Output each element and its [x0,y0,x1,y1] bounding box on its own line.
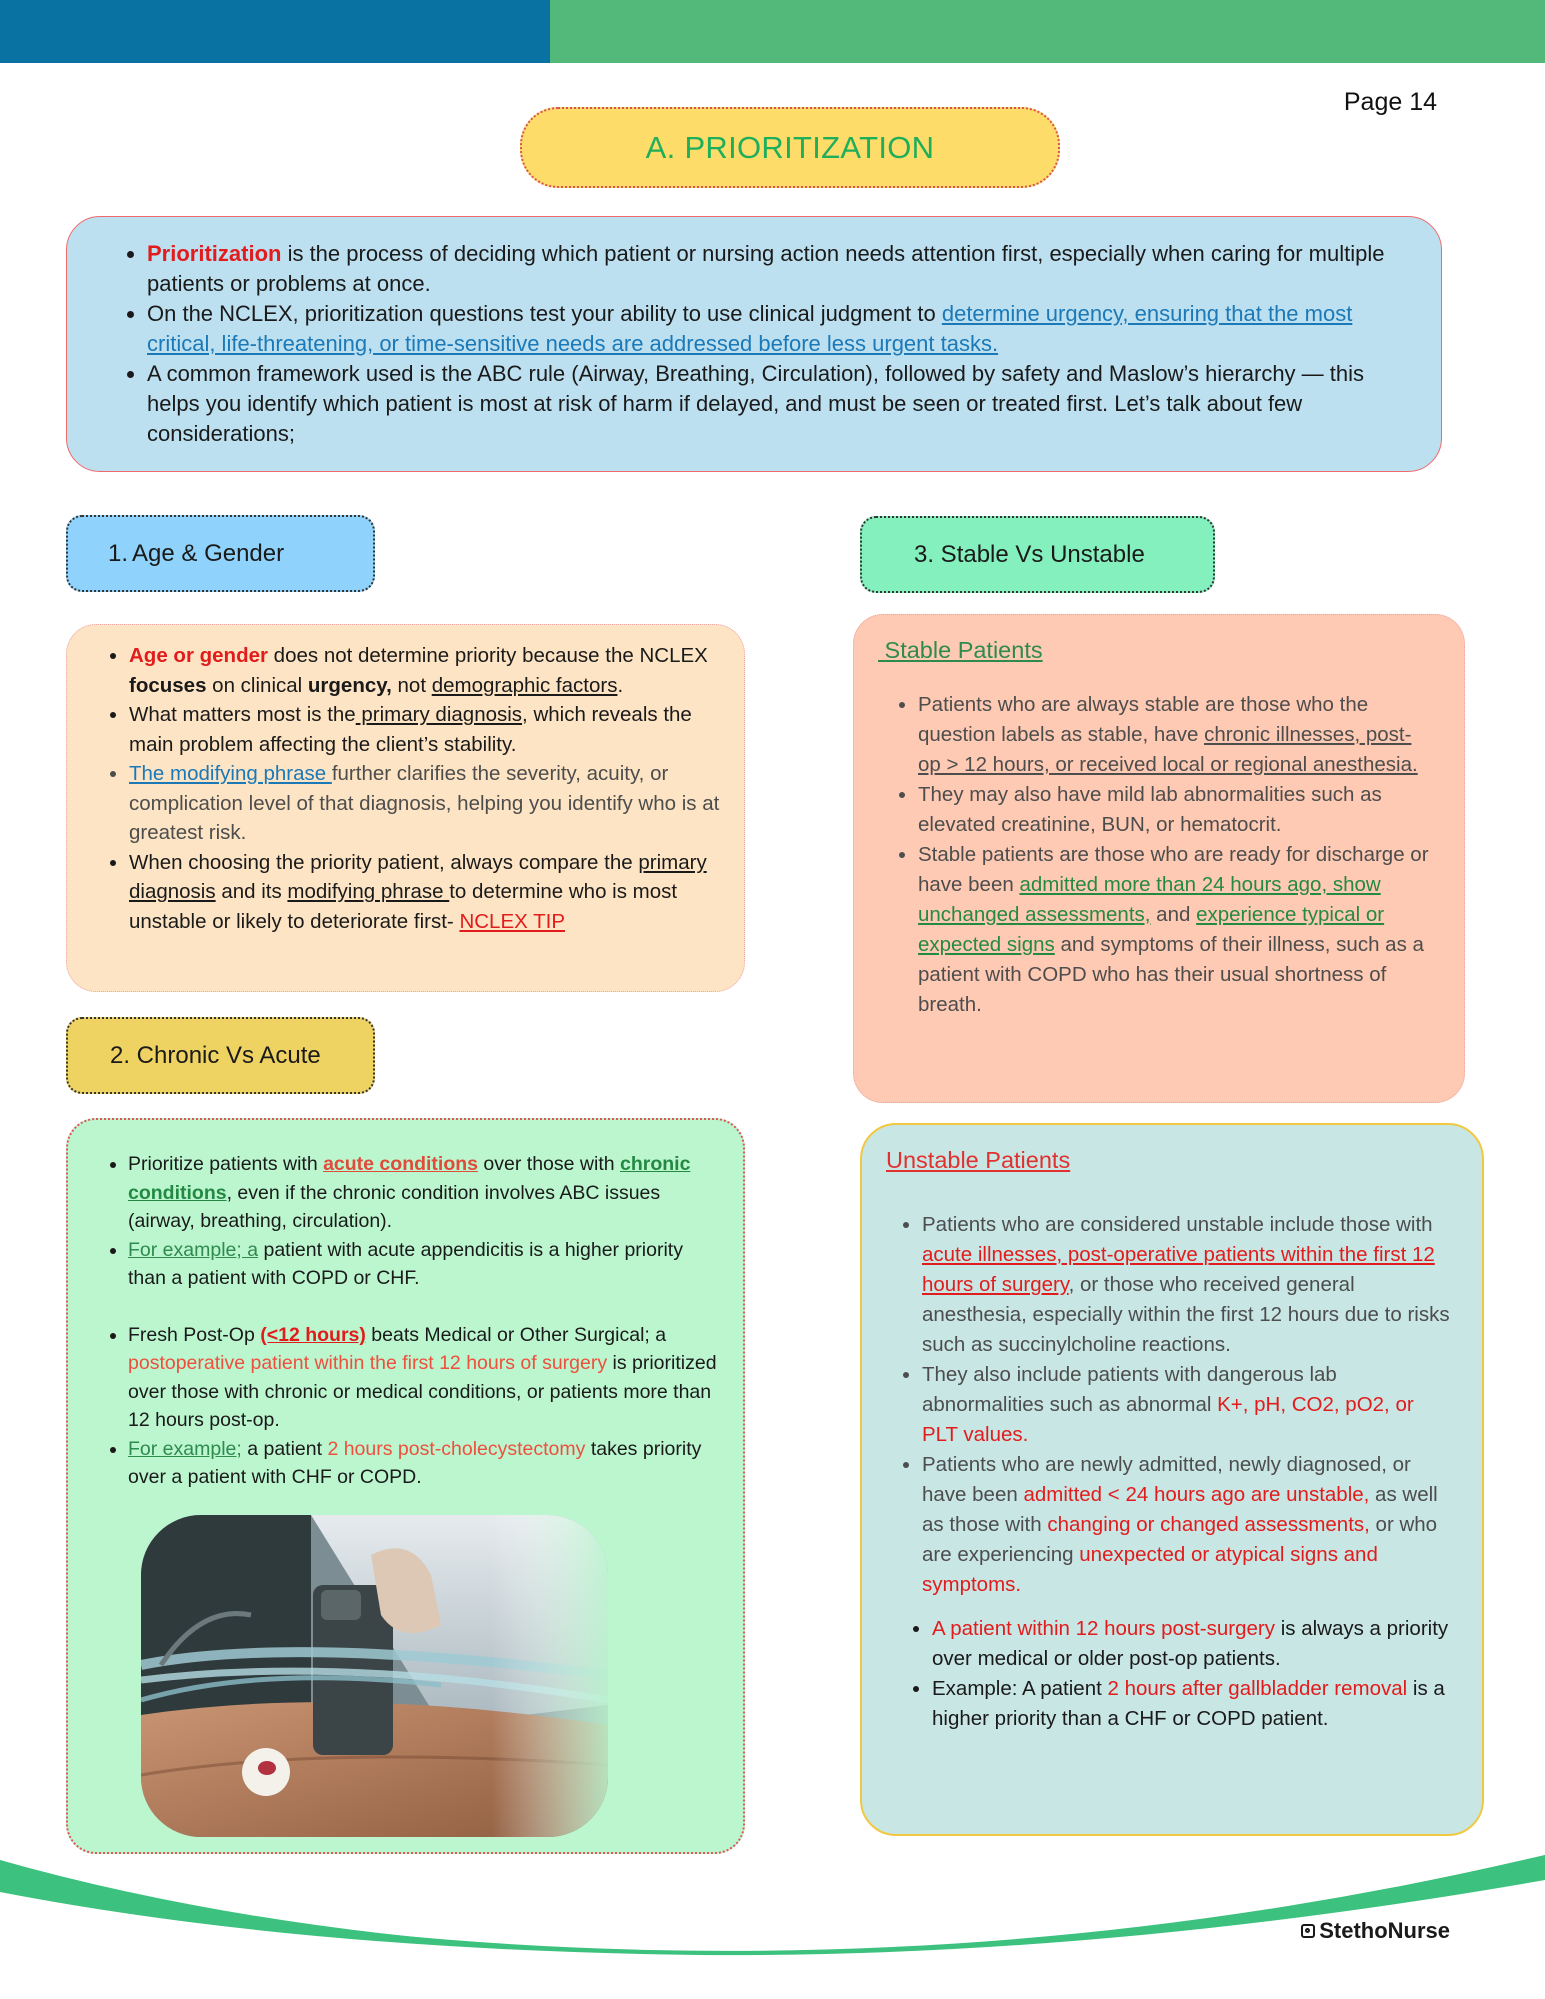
text: is a higher priority than a CHF or COPD patient. [932,1677,1445,1730]
text: Patients who are always stable are those who the question labels as stable, have [918,693,1369,746]
section-title: 3. Stable Vs Unstable [914,540,1145,568]
text: Patients who are considered unstable include those with [922,1213,1433,1236]
stable-list [878,690,1434,1020]
highlight-link[interactable]: determine urgency, ensuring that the most critical, life-threatening, or time-sensitive needs are addressed before less urgent tasks. [147,301,1353,356]
stable-patients-box [853,614,1465,1103]
text: Fresh Post-Op [128,1323,261,1346]
section-heading-age-gender [66,515,375,592]
unstable-list-2 [886,1614,1452,1734]
chronic-acute-list [104,1150,723,1492]
list-item [129,848,724,937]
list-item [129,759,724,848]
section-title: Age & Gender [132,539,285,567]
list-item [129,700,724,759]
stable-patients-title: Stable Patients [878,637,1043,663]
text: a patient [241,1437,328,1460]
intro-box [66,216,1442,472]
text: Patients who are newly admitted, newly diagnosed, or have been [922,1453,1411,1506]
text: does not determine priority because the NCLEX [267,644,708,667]
list-item [147,359,1401,449]
list-item [128,1321,723,1435]
highlight-text: admitted more than 24 hours ago, show unchanged assessments, [918,873,1381,926]
underlined-text: primary diagnosis [355,703,523,726]
header-bar-blue [0,0,565,63]
highlight-text: 2 hours post-cholecystectomy [327,1437,586,1460]
underlined-text: modifying phrase [287,880,450,903]
section-heading-stable-unstable [860,516,1215,593]
post-op-photo-illustration [141,1515,608,1837]
highlight-text: acute illnesses, post-operative patients within the first 12 hours of surgery [922,1243,1435,1296]
text: . [617,673,624,697]
text: beats Medical or Other Surgical; a [365,1323,667,1346]
list-item [918,690,1434,780]
highlight-text: unexpected or atypical signs and symptoms. [922,1543,1378,1596]
age-gender-list [105,641,724,936]
unstable-patients-title: Unstable Patients [886,1147,1071,1173]
text: further clarifies the severity, acuity, or complication level of that diagnosis, helping you identify who is at greatest risk. [129,762,720,844]
example-label: For example; a [128,1238,259,1261]
key-term: Prioritization [147,241,282,266]
text: Example: A patient [932,1677,1108,1700]
list-item [147,299,1401,359]
bold-text: urgency, [307,673,392,697]
list-item [128,1236,723,1293]
text: on clinical [206,673,308,697]
acute-conditions-term: acute conditions [323,1153,479,1175]
text: They also include patients with dangerous lab abnormalities such as abnormal [922,1363,1337,1416]
text: or who are experiencing [922,1513,1438,1566]
list-item [147,239,1401,299]
text: and symptoms of their illness, such as a patient with COPD who has their usual shortness of breath. [918,933,1424,1016]
page-title-pill [520,107,1060,188]
nclex-tip-link[interactable]: NCLEX TIP [459,909,566,933]
text: Prioritize patients with [128,1153,324,1175]
text: , or those who received general anesthesia, especially within the first 12 hours due to risks such as succinylcholine reactions. [922,1273,1450,1356]
hours-term: (<12 hours) [260,1323,366,1346]
unstable-list [886,1210,1452,1600]
highlight-link[interactable]: The modifying phrase [129,762,332,785]
text: , even if the chronic condition involves ABC issues (airway, breathing, circulation). [128,1181,661,1232]
header-bar-green [550,0,1545,63]
stethoscope-icon [1301,1924,1315,1938]
text: A common framework used is the ABC rule (Airway, Breathing, Circulation), followed by safety and Maslow’s hierarchy — this helps you identify which patient is most at risk of harm if delayed, and must be seen or treated first. Let’s talk about few considerations; [147,361,1365,446]
brand-logo [1301,1918,1450,1944]
text: to determine who is most unstable or likely to deteriorate first- [129,880,678,933]
example-label: For example; [128,1437,242,1460]
footer-white-band [0,1820,1545,1999]
page-title: A. PRIORITIZATION [645,129,935,165]
highlight-text: postoperative patient within the first 12 hours of surgery [128,1352,608,1374]
highlight-text: changing or changed assessments, [1047,1513,1370,1536]
text: is prioritized over those with chronic or medical conditions, or patients more than 12 hours post-op. [128,1352,717,1431]
intro-list [123,239,1401,449]
text: , which reveals the main problem affecting the client’s stability. [129,703,692,756]
age-gender-box [66,624,745,992]
text: takes priority over a patient with CHF or COPD. [128,1437,702,1488]
text: and [1150,903,1197,926]
brand-name: StethoNurse [1319,1918,1450,1943]
list-item [922,1450,1452,1600]
bold-text: focuses [129,673,207,697]
list-item [932,1674,1452,1734]
text: On the NCLEX, prioritization questions test your ability to use clinical judgment to [147,301,942,326]
highlight-text: A patient within 12 hours post-surgery [932,1617,1275,1640]
key-term: Age or gender [129,644,268,667]
section-number: 1. [108,539,129,567]
underlined-text: demographic factors [431,673,618,697]
highlight-text: K+, pH, CO2, pO2, or PLT values. [922,1393,1414,1446]
list-item [922,1210,1452,1360]
list-item [922,1360,1452,1450]
underlined-text: chronic illnesses, post-op > 12 hours, or received local or regional anesthesia. [918,723,1418,776]
text: is always a priority over medical or older post-op patients. [932,1617,1449,1670]
post-op-photo [141,1515,608,1837]
section-heading-chronic-acute [66,1017,375,1094]
highlight-text: admitted < 24 hours ago are unstable, [1023,1483,1370,1506]
list-item [129,641,724,700]
text: and its [215,880,288,903]
text: patient with acute appendicitis is a higher priority than a patient with COPD or CHF. [128,1238,683,1289]
list-item [932,1614,1452,1674]
page-number: Page 14 [1343,88,1437,116]
underlined-text: primary diagnosis [129,850,707,903]
list-item [128,1435,723,1492]
highlight-text: 2 hours after gallbladder removal [1107,1677,1408,1700]
text: Stable patients are those who are ready for discharge or have been [918,843,1429,896]
text: as well as those with [922,1483,1438,1536]
text: not [391,673,432,697]
chronic-conditions-term: chronic conditions [128,1153,691,1204]
text: is the process of deciding which patient or nursing action needs attention first, especially when caring for multiple patients or problems at once. [147,241,1385,296]
section-title: 2. Chronic Vs Acute [110,1041,321,1069]
text: They may also have mild lab abnormalities such as elevated creatinine, BUN, or hematocrit. [918,783,1382,836]
text: What matters most is the [129,703,356,726]
list-item [918,780,1434,840]
text: over those with [478,1153,620,1175]
list-item [918,840,1434,1020]
list-item [128,1150,723,1236]
unstable-patients-box [860,1123,1484,1836]
text: When choosing the priority patient, always compare the [129,850,639,874]
highlight-text: experience typical or expected signs [918,903,1385,956]
